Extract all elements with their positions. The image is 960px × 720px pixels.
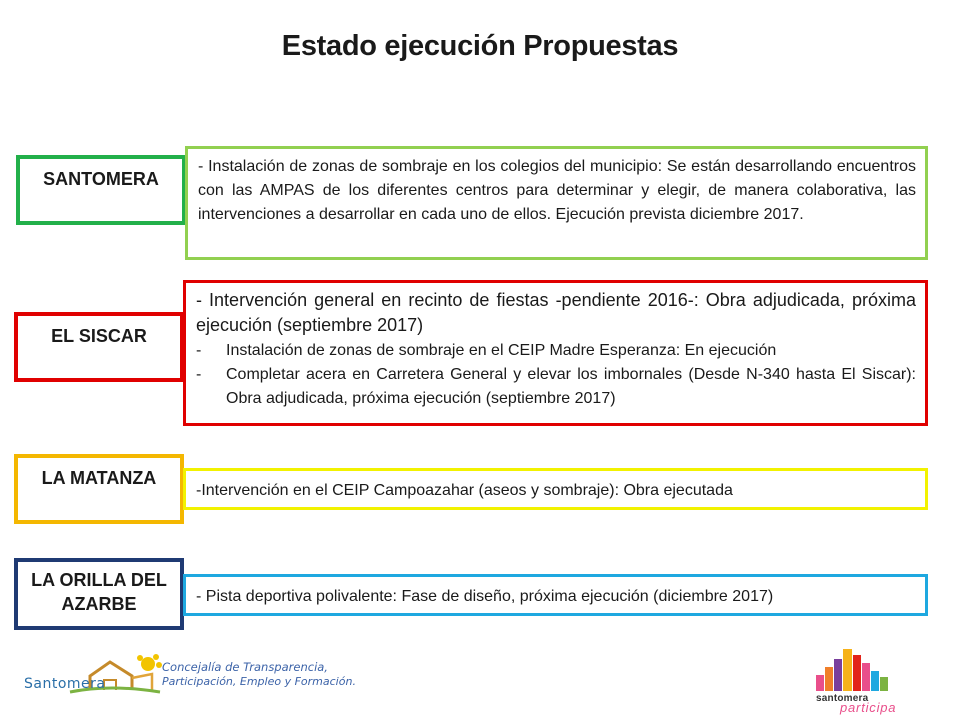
la-orilla-description-box (183, 574, 928, 616)
concejalia-line-2: Participación, Empleo y Formación. (162, 675, 356, 688)
la-orilla-label-box (14, 558, 184, 630)
el-siscar-bullet-item (196, 363, 916, 411)
santomera-label: SANTOMERA (43, 169, 159, 189)
el-siscar-label-box (14, 312, 184, 382)
el-siscar-description-box (183, 280, 928, 426)
participa-logo-bottom: participa (840, 700, 897, 715)
la-orilla-label: LA ORILLA DEL AZARBE (31, 570, 167, 614)
santomera-label-box (16, 155, 186, 225)
la-matanza-description-box (183, 468, 928, 510)
la-orilla-description: - Pista deportiva polivalente: Fase de diseño, próxima ejecución (diciembre 2017) (196, 588, 774, 605)
santomera-description: - Instalación de zonas de sombraje en los colegios del municipio: Se están desarrollando encuentros con las AMPAS de los diferentes centros para determinar y elegir, de manera colaborativa, las intervenciones a desarrollar en cada uno de ellos. Ejecución prevista diciembre 2017. (198, 158, 916, 223)
page-title: Estado ejecución Propuestas (281, 30, 679, 62)
santomera-concejalia-logo (20, 652, 356, 702)
el-siscar-label: EL SISCAR (51, 326, 147, 346)
bullet-dash: - (196, 342, 202, 359)
concejalia-line-1: Concejalía de Transparencia, (162, 660, 328, 674)
santomera-description-box (185, 146, 928, 260)
la-matanza-label-box (14, 454, 184, 524)
el-siscar-main-item: - Intervención general en recinto de fiestas -pendiente 2016-: Obra adjudicada, próxima ejecución (septiembre 2017) (196, 290, 916, 335)
la-matanza-label: LA MATANZA (41, 468, 157, 488)
la-matanza-description: -Intervención en el CEIP Campoazahar (aseos y sombraje): Obra ejecutada (196, 482, 733, 499)
bullet-text: Completar acera en Carretera General y elevar los imbornales (Desde N-340 hasta El Siscar): Obra adjudicada, próxima ejecución (septiembre 2017) (226, 366, 916, 407)
santomera-participa-logo (810, 645, 900, 715)
participa-logo-top: santomera (816, 693, 869, 704)
el-siscar-bullet-item (196, 339, 916, 363)
bullet-dash: - (196, 366, 202, 383)
bullet-text: Instalación de zonas de sombraje en el CEIP Madre Esperanza: En ejecución (226, 342, 777, 359)
santomera-logo-word: Santomera (24, 676, 106, 692)
participa-bars-icon (810, 645, 900, 693)
